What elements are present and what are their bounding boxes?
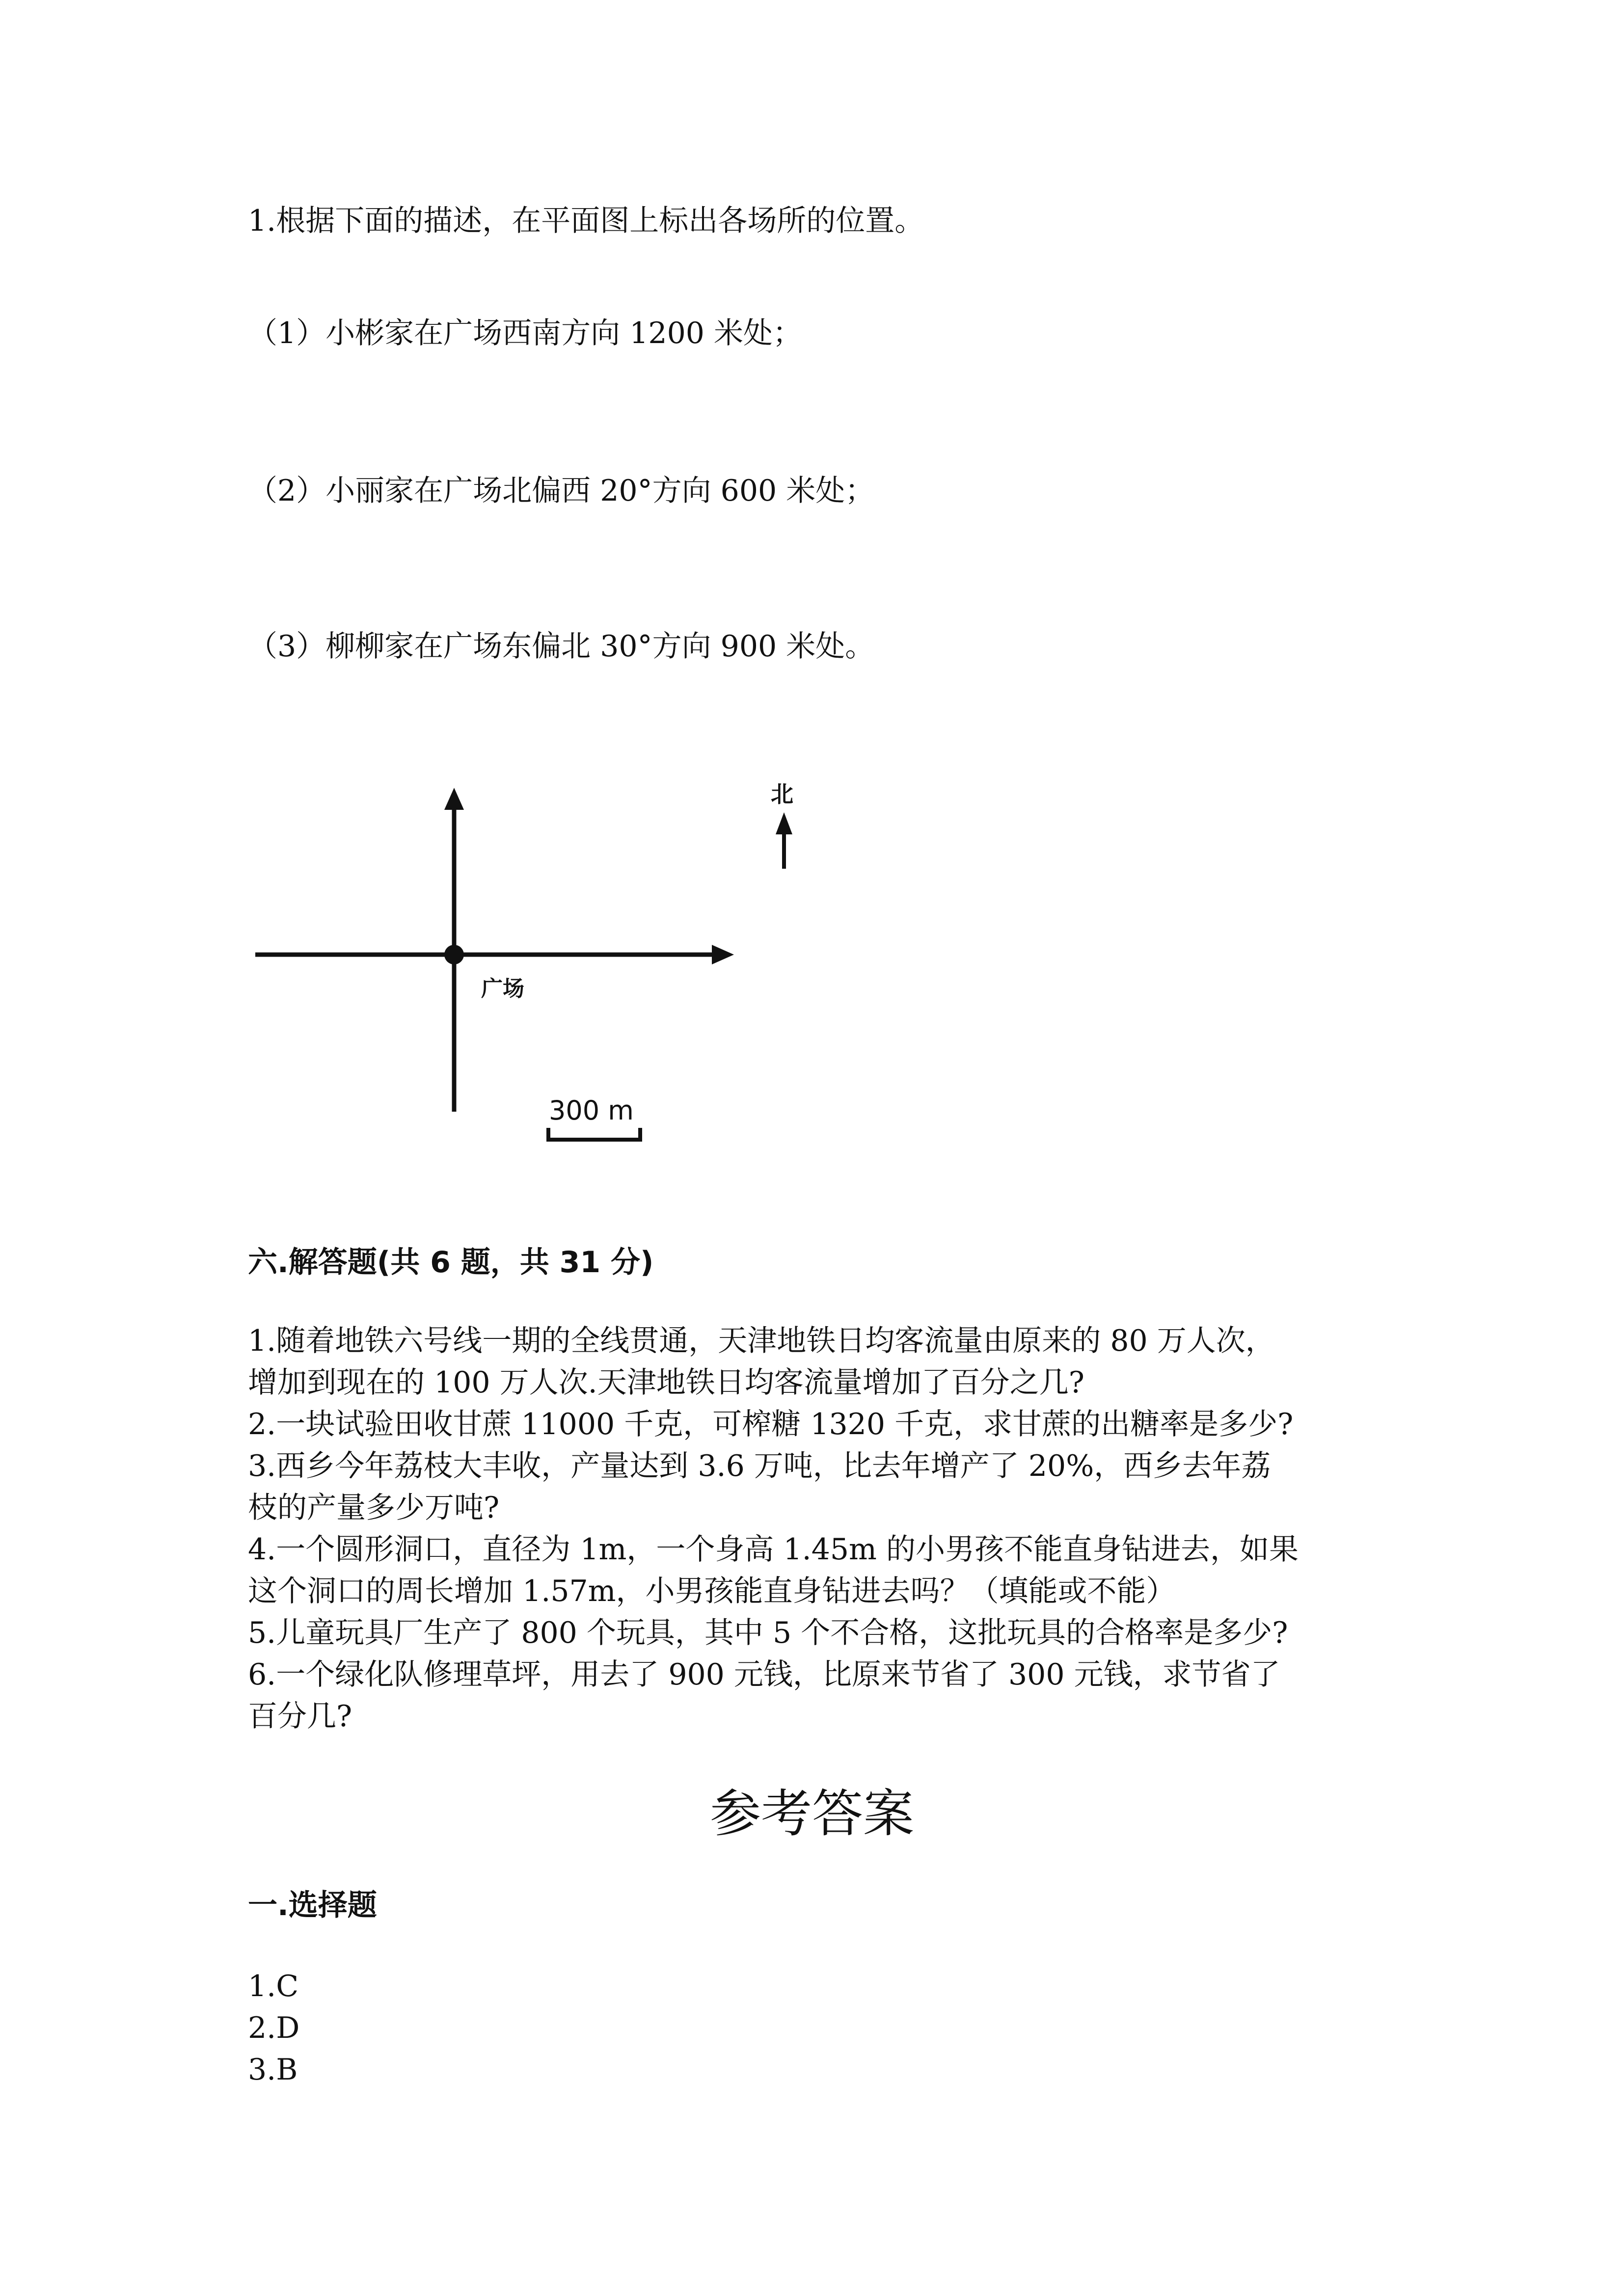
- question-line: 1.随着地铁六号线一期的全线贯通，天津地铁日均客流量由原来的 80 万人次，: [248, 1324, 1275, 1358]
- question-line: 2.一块试验田收甘蔗 11000 千克，可榨糖 1320 千克，求甘蔗的出糖率是多少?: [248, 1407, 1294, 1442]
- scale-label: 300 m: [549, 1095, 634, 1126]
- plaza-point: [444, 945, 464, 964]
- answer-item: 2.D: [248, 2011, 300, 2045]
- north-axis-arrowhead: [444, 788, 464, 810]
- question-line: 6.一个绿化队修理草坪，用去了 900 元钱，比原来节省了 300 元钱，求节省了: [248, 1657, 1280, 1692]
- question-line: 3.西乡今年荔枝大丰收，产量达到 3.6 万吨，比去年增产了 20%，西乡去年荔: [248, 1449, 1271, 1483]
- answer-item: 1.C: [248, 1969, 299, 2003]
- problem-item-1: （1）小彬家在广场西南方向 1200 米处；: [248, 316, 803, 350]
- question-line: 这个洞口的周长增加 1.57m，小男孩能直身钻进去吗？（填能或不能）: [248, 1574, 1176, 1608]
- question-line: 百分几?: [248, 1699, 352, 1734]
- north-label: 北: [771, 781, 793, 807]
- problem-heading: 1.根据下面的描述，在平面图上标出各场所的位置。: [248, 204, 924, 238]
- plaza-label: 广场: [481, 976, 524, 1001]
- question-line: 5.儿童玩具厂生产了 800 个玩具，其中 5 个不合格，这批玩具的合格率是多少?: [248, 1616, 1288, 1650]
- question-line: 增加到现在的 100 万人次.天津地铁日均客流量增加了百分之几?: [248, 1365, 1084, 1400]
- question-line: 4.一个圆形洞口，直径为 1m，一个身高 1.45m 的小男孩不能直身钻进去，如果: [248, 1532, 1299, 1567]
- east-axis-arrowhead: [712, 945, 734, 964]
- section-6-heading: 六.解答题(共 6 题，共 31 分): [248, 1245, 654, 1280]
- answers-section-1-heading: 一.选择题: [248, 1888, 377, 1922]
- question-line: 枝的产量多少万吨?: [248, 1491, 500, 1525]
- problem-item-3: （3）柳柳家在广场东偏北 30°方向 900 米处。: [248, 629, 875, 664]
- problem-item-2: （2）小丽家在广场北偏西 20°方向 600 米处；: [248, 474, 875, 508]
- scale-bar: [548, 1128, 640, 1140]
- answer-item: 3.B: [248, 2053, 298, 2087]
- north-indicator-arrowhead: [776, 812, 792, 834]
- answers-title: 参考答案: [709, 1784, 914, 1843]
